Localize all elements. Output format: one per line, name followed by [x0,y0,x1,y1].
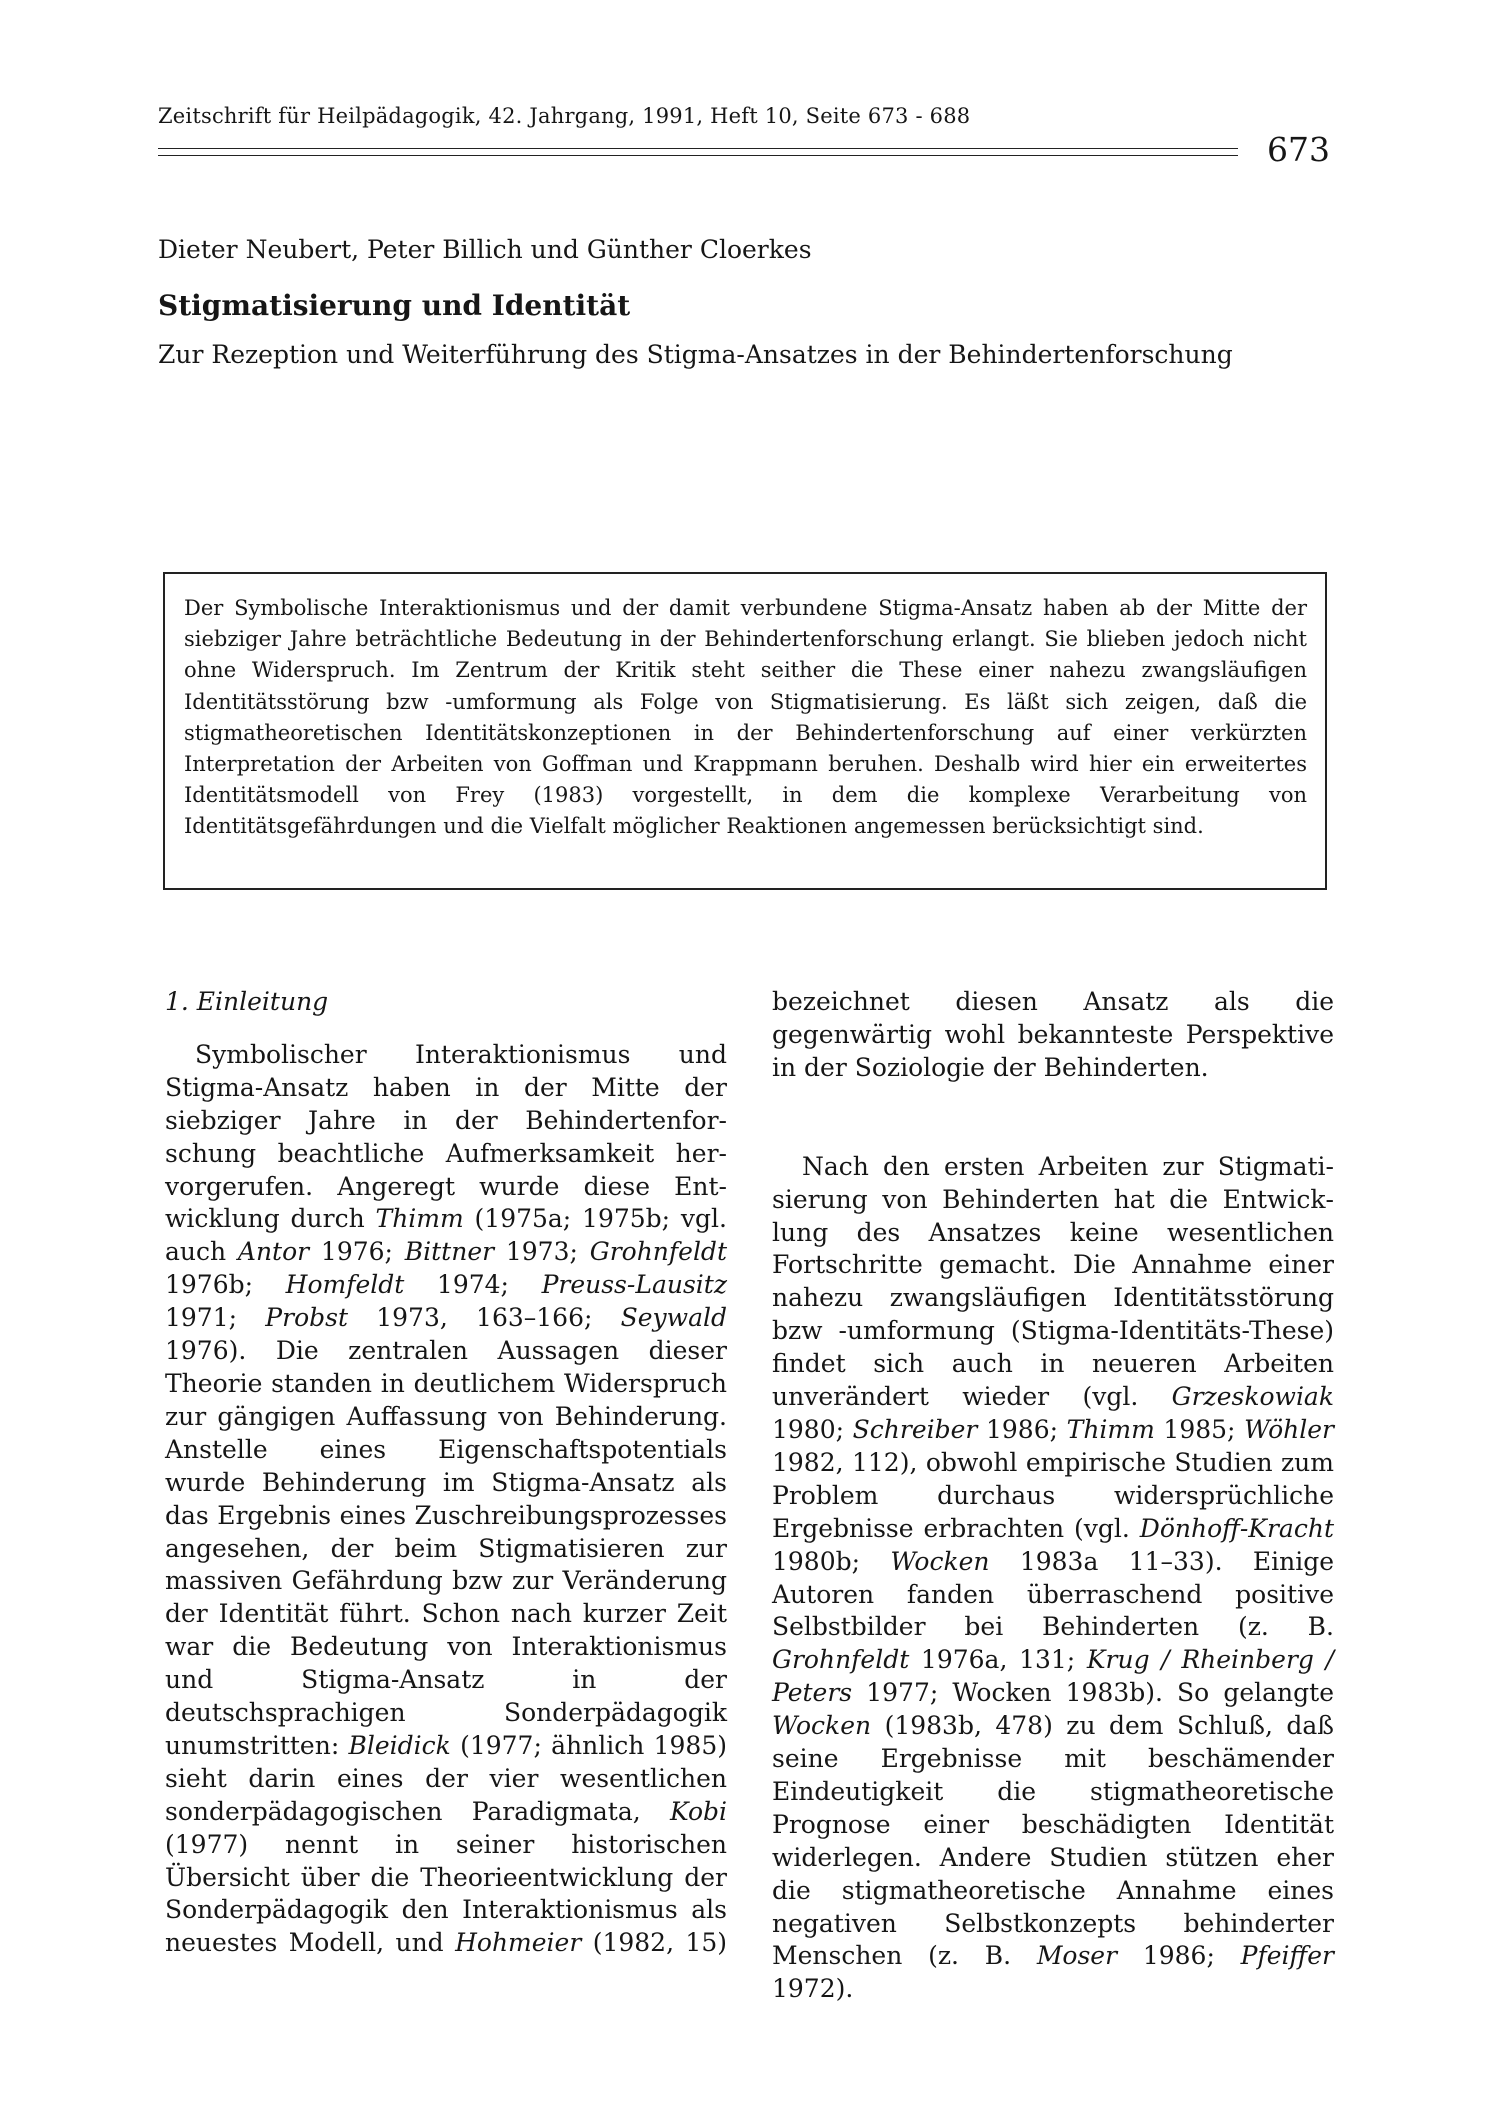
citation-author: Antor [237,1237,310,1267]
citation-author: Grzeskowiak [1171,1382,1334,1412]
text-run: 1974; [404,1270,542,1300]
text-run: 1983a 11–33). Einige Autoren fanden überraschend positive Selbstbilder bei Behinderten (z. B. [772,1546,1334,1642]
citation-author: Probst [265,1303,348,1333]
text-run: 1973; [494,1237,590,1267]
header-rule-top [158,148,1238,149]
citation-author: Wocken [772,1711,872,1741]
citation-author: Homfeldt [285,1270,405,1300]
citation-author: Seywald [620,1303,727,1333]
citation-author: Moser [1036,1941,1118,1971]
column-right [772,986,1334,2006]
article-subtitle: Zur Rezeption und Weiterführung des Stigma-Ansatzes in der Behindertenforschung [158,340,1233,369]
text-run: 1982, 112), obwohl empirische Studien zum Problem durchaus widersprüchliche Ergebnisse erbrachten (vgl. [772,1447,1334,1543]
text-run: 1972). [772,1974,854,2004]
page-number: 673 [1267,130,1330,169]
authors: Dieter Neubert, Peter Billich und Günther Cloerkes [158,235,812,264]
citation-author: Thimm [1066,1414,1155,1444]
citation-author: Wöhler [1244,1414,1334,1444]
text-run: bezeichnet diesen Ansatz als die gegenwärtig wohl bekannteste Perspektive in der Soziologie der Behinderten. [772,987,1334,1082]
citation-author: Pfeiffer [1240,1941,1334,1971]
text-run: Nach den ersten Arbeiten zur Stigmatisierung von Behinderten hat die Entwicklung des Ansatzes keine wesentlichen Fortschritte gemacht. Die Annahme einer nahezu zwangsläufigen Identitätsstörung bzw -umformung (Stigma-Identitäts-These) findet sich auch in neueren Arbeiten unverändert wieder (vgl. [772,1151,1334,1412]
text-run: 1986; [977,1414,1067,1444]
citation-author: Schreiber [852,1414,978,1444]
text-run: Symbolischer Interaktionismus und Stigma-Ansatz haben in der Mitte der siebziger Jahre in der Behindertenforschung beachtliche Aufmerksamkeit hervorgerufen. Angeregt wurde diese Entwicklung durch [165,1039,727,1234]
text-run: (1983b, 478) zu dem Schluß, daß seine Ergebnisse mit beschämender Eindeutigkeit die stigmatheoretische Prognose einer beschädigten Identität widerlegen. Andere Studien stützen eher die stigmatheoretische Annahme eines negativen Selbstkonzepts behinderter Menschen (z. B. [772,1711,1334,1971]
citation-author: Preuss-Lausitz [541,1270,727,1300]
text-run: 1985; [1154,1414,1245,1444]
text-run: (1977) nennt in seiner historischen Übersicht über die Theorieentwicklung der Sonderpädagogik den Interaktionismus als neuestes Modell, und [165,1829,727,1958]
citation-author: Wocken [890,1546,990,1576]
text-run: 1976b; [165,1270,286,1300]
citation-author: Dönhoff-Kracht [1139,1513,1334,1543]
text-run: (1977; ähnlich 1985) sieht darin eines der vier wesentlichen sonderpädagogischen Paradigmata, [165,1730,727,1826]
citation-author: Krug / Rheinberg / Peters [772,1645,1334,1708]
journal-header: Zeitschrift für Heilpädagogik, 42. Jahrgang, 1991, Heft 10, Seite 673 - 688 [158,104,971,128]
citation-author: Grohnfeldt [589,1237,727,1267]
abstract-box [163,572,1327,890]
citation-author: Kobi [669,1796,727,1826]
text-run: 1986; [1117,1941,1241,1971]
citation-author: Bleidick [348,1730,451,1760]
citation-author: Hohmeier [455,1928,582,1958]
article-title: Stigmatisierung und Identität [158,289,631,322]
paragraph-1-continued [772,986,1334,1085]
citation-author: Grohnfeldt [772,1645,910,1675]
column-left [165,986,727,1960]
text-run: 1980b; [772,1546,891,1576]
paragraph-1 [165,1039,727,1960]
header-rule-bottom [158,155,1238,156]
text-run: 1976a, 131; [909,1645,1087,1675]
citation-author: Thimm [375,1204,464,1234]
section-heading: 1. Einleitung [165,987,329,1016]
text-run: (1975a; 1975b; vgl. auch [165,1204,727,1267]
text-run: 1977; Wocken 1983b). So gelangte [852,1678,1334,1708]
abstract-text: Der Symbolische Interaktionismus und der damit verbundene Stigma-Ansatz haben ab der Mitte der siebziger Jahre beträchtliche Bedeutung in der Behindertenforschung erlangt. Sie blieben jedoch nicht ohne Widerspruch. Im Zentrum der Kritik steht seither die These einer nahezu zwangsläufigen Identitätsstörung bzw -umformung als Folge von Stigmatisierung. Es läßt sich zeigen, daß die stigmatheoretischen Identitätskonzeptionen in der Behindertenforschung auf einer verkürzten Interpretation der Arbeiten von Goffman und Krappmann beruhen. Deshalb wird hier ein erweitertes Identitätsmodell von Frey (1983) vorgestellt, in dem die komplexe Verarbeitung von Identitätsgefährdungen und die Vielfalt möglicher Reaktionen angemessen berücksichtigt sind. [184,596,1307,839]
citation-author: Bittner [404,1237,495,1267]
text-run: 1976). Die zentralen Aussagen dieser Theorie standen in deutlichem Widerspruch zur gängigen Auffassung von Behinderung. Anstelle eines Eigenschaftspotentials wurde Behinderung im Stigma-Ansatz als das Ergebnis eines Zuschreibungsprozesses angesehen, der beim Stigmatisieren zur massiven Gefährdung bzw zur Veränderung der Identität führt. Schon nach kurzer Zeit war die Bedeutung von Interaktionismus und Stigma-Ansatz in der deutschsprachigen Sonderpädagogik unumstritten: [165,1336,727,1760]
text-run: 1973, 163–166; [348,1303,621,1333]
paragraph-2 [772,1151,1334,2007]
text-run: (1982, 15) [581,1928,727,1958]
text-run: 1980; [772,1414,853,1444]
text-run: 1971; [165,1303,266,1333]
text-run: 1976; [309,1237,405,1267]
